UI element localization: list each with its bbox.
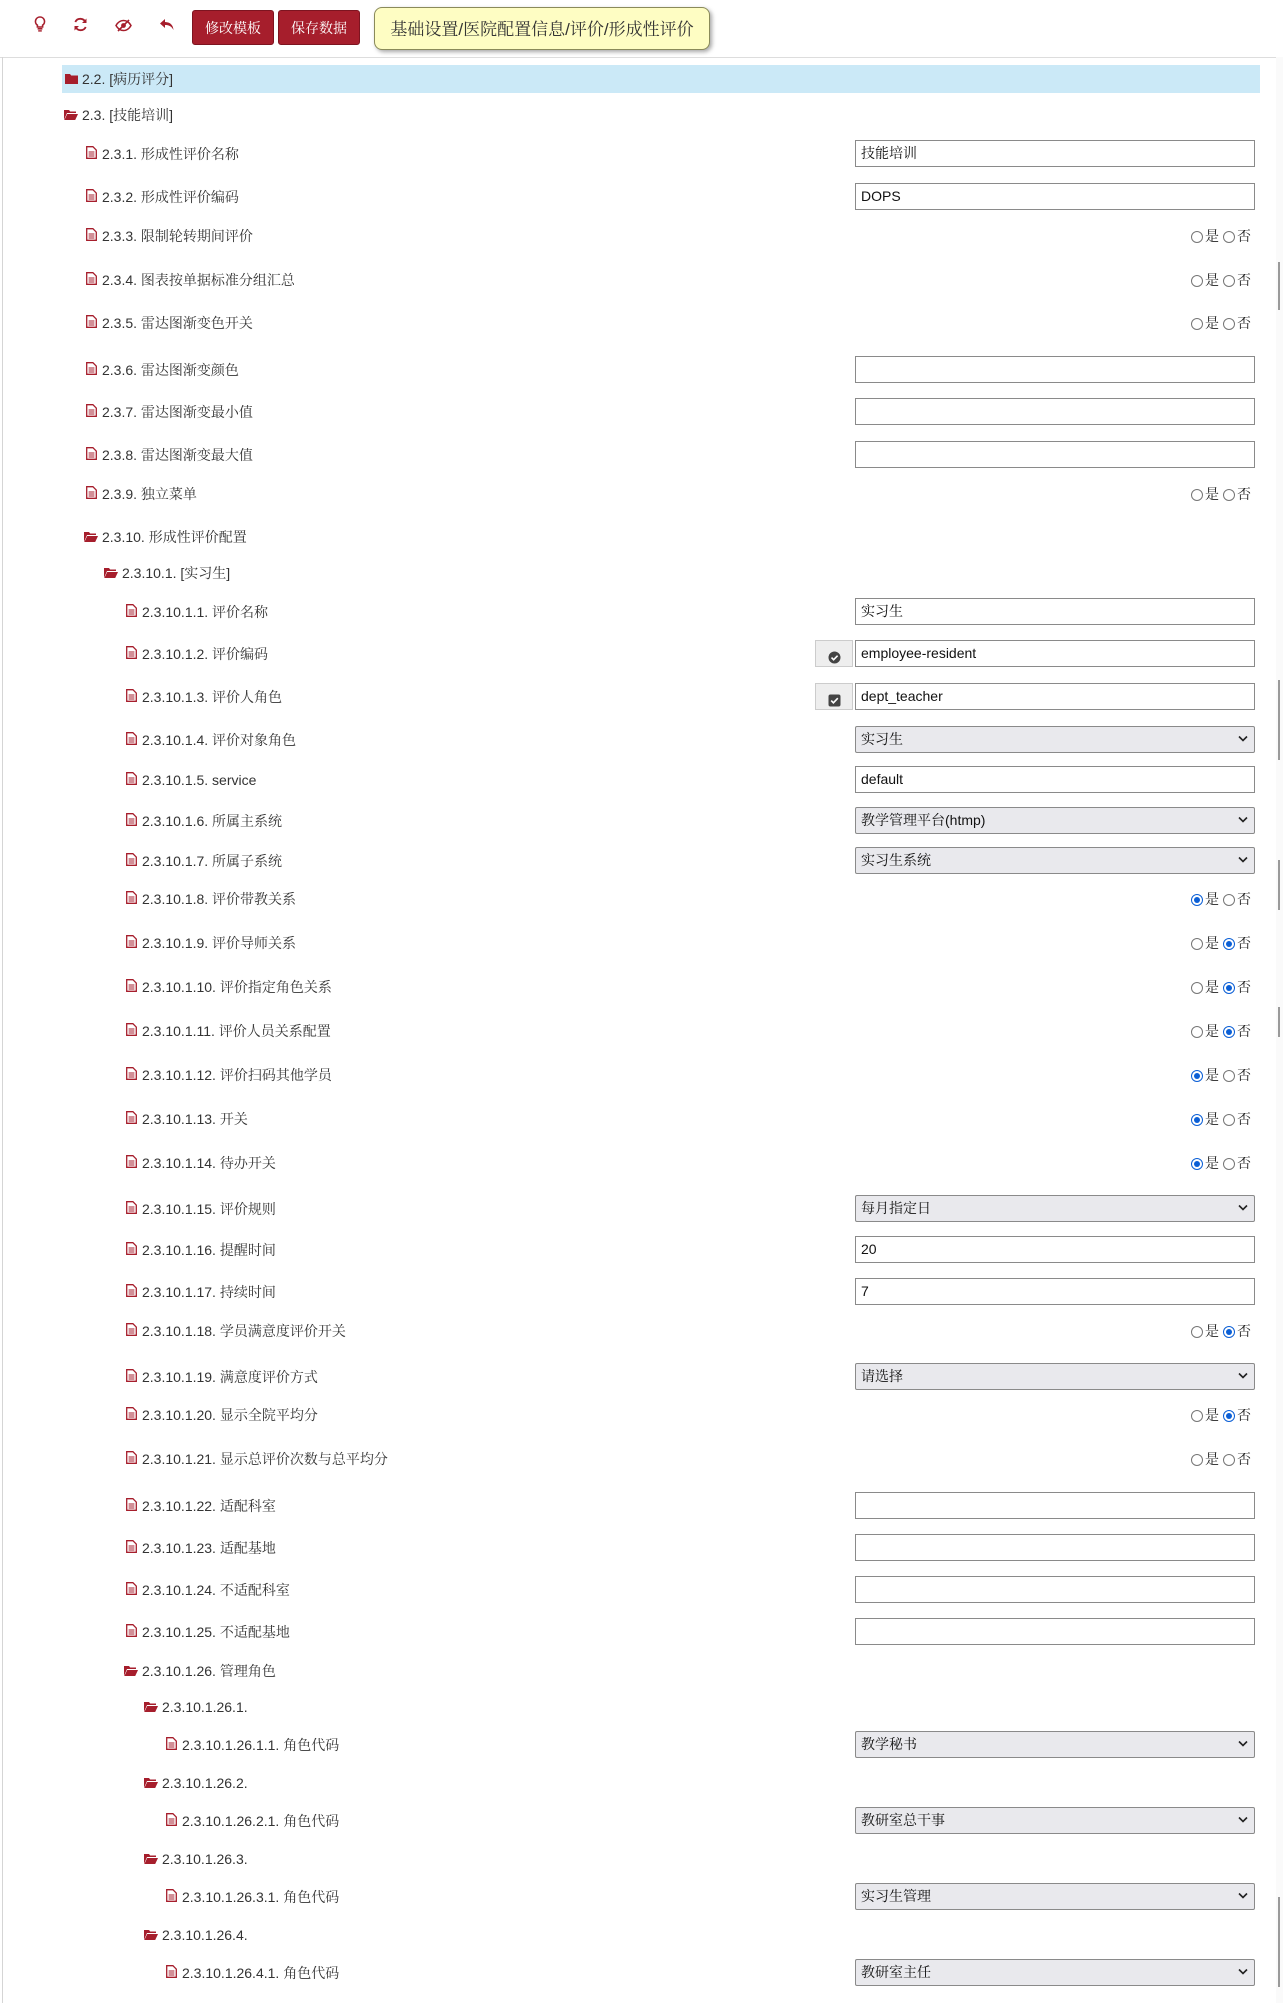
document-icon (84, 357, 98, 385)
tree-field-row (124, 1534, 276, 1562)
tree-field-row (124, 1105, 248, 1133)
tree-field-row (124, 766, 256, 794)
radio-no[interactable] (1223, 231, 1235, 243)
scrollbar[interactable] (1276, 57, 1283, 2003)
folder-open-icon[interactable] (124, 1658, 138, 1686)
radio-label-no[interactable]: 否 (1237, 272, 1251, 288)
text-input[interactable]: employee-resident (855, 640, 1255, 667)
scrollbar-thumb (1278, 680, 1280, 760)
tree-node-label[interactable]: 2.2. [病历评分] (82, 71, 174, 87)
radio-label-no[interactable]: 否 (1237, 1155, 1251, 1171)
tree-node-label: 2.3.10.1.23. 适配基地 (142, 1540, 276, 1556)
radio-label-no[interactable]: 否 (1237, 1067, 1251, 1083)
yes-no-radio-group (1191, 1405, 1255, 1425)
radio-label-no[interactable]: 否 (1237, 1111, 1251, 1127)
tree-field-row (84, 266, 295, 294)
text-input[interactable] (855, 441, 1255, 468)
chevron-down-icon (1238, 1884, 1248, 1909)
yes-no-radio-group (1191, 313, 1255, 333)
tree-field-row (124, 847, 282, 875)
tree-field-row (124, 726, 296, 754)
yes-no-radio-group (1191, 933, 1255, 953)
radio-label-yes[interactable]: 是 (1205, 486, 1219, 502)
select-dropdown[interactable] (855, 1883, 1255, 1910)
document-icon (84, 399, 98, 427)
tree-node-label: 2.3.10.1.8. 评价带教关系 (142, 891, 297, 907)
radio-no[interactable] (1223, 894, 1235, 906)
chevron-down-icon (1238, 727, 1248, 752)
tree-field-row (124, 1576, 290, 1604)
text-input[interactable] (855, 1576, 1255, 1603)
document-icon (124, 1150, 138, 1178)
yes-no-radio-group (1191, 1021, 1255, 1041)
tree-node-label: 2.3.10.1.24. 不适配科室 (142, 1582, 290, 1598)
radio-yes[interactable] (1191, 231, 1203, 243)
config-tree (0, 57, 1283, 2003)
document-icon (124, 1364, 138, 1392)
radio-label-yes[interactable]: 是 (1205, 272, 1219, 288)
radio-label-no[interactable]: 否 (1237, 486, 1251, 502)
select-dropdown[interactable] (855, 1959, 1255, 1986)
select-value: 教学秘书 (861, 1736, 917, 1752)
tree-node-label: 2.3.10.1.5. service (142, 772, 257, 788)
yes-no-radio-group (1191, 484, 1255, 504)
radio-label-yes[interactable]: 是 (1205, 1111, 1219, 1127)
radio-label-no[interactable]: 否 (1237, 1323, 1251, 1339)
tree-field-row (124, 1017, 331, 1045)
tree-field-row (84, 309, 253, 337)
tree-node-label[interactable]: 2.3.10.1.26. 管理角色 (142, 1663, 276, 1679)
radio-no[interactable] (1223, 1410, 1235, 1422)
folder-open-icon[interactable] (64, 102, 78, 130)
radio-label-yes[interactable]: 是 (1205, 1451, 1219, 1467)
tree-folder-row[interactable] (62, 65, 1260, 93)
radio-label-yes[interactable]: 是 (1205, 1067, 1219, 1083)
radio-label-yes[interactable]: 是 (1205, 1323, 1219, 1339)
tree-node-label: 2.3.8. 雷达图渐变最大值 (102, 447, 253, 463)
tree-node-label: 2.3.10.1.2. 评价编码 (142, 646, 269, 662)
document-icon (124, 974, 138, 1002)
radio-label-no[interactable]: 否 (1237, 1023, 1251, 1039)
document-icon (124, 767, 138, 795)
tree-node-label: 2.3.10.1.26.1.1. 角色代码 (182, 1737, 340, 1753)
radio-label-yes[interactable]: 是 (1205, 935, 1219, 951)
chevron-down-icon (1238, 1732, 1248, 1757)
select-dropdown[interactable] (855, 807, 1255, 834)
tree-field-row (164, 1807, 339, 1835)
scrollbar-mark (1278, 1897, 1280, 1987)
tree-node-label: 2.3.10.1.12. 评价扫码其他学员 (142, 1067, 332, 1083)
tree-node-label[interactable]: 2.3.10.1.26.2. (162, 1775, 248, 1791)
tree-node-label: 2.3.10.1.18. 学员满意度评价开关 (142, 1323, 346, 1339)
tree-node-label: 2.3.10.1.19. 满意度评价方式 (142, 1369, 318, 1385)
text-input[interactable]: 技能培训 (855, 140, 1255, 167)
tree-node-label: 2.3.10.1.20. 显示全院平均分 (142, 1407, 318, 1423)
select-value: 实习生系统 (861, 852, 931, 868)
select-value: 教研室主任 (861, 1964, 931, 1980)
tree-node-label: 2.3.10.1.14. 待办开关 (142, 1155, 276, 1171)
document-icon (124, 930, 138, 958)
select-value: 每月指定日 (861, 1200, 931, 1216)
radio-no[interactable] (1223, 489, 1235, 501)
radio-no[interactable] (1223, 1114, 1235, 1126)
yes-no-radio-group (1191, 1153, 1255, 1173)
radio-label-no[interactable]: 否 (1237, 1451, 1251, 1467)
radio-no[interactable] (1223, 982, 1235, 994)
folder-open-icon[interactable] (144, 1922, 158, 1950)
tree-folder-row[interactable] (144, 1921, 248, 1949)
chevron-down-icon (1238, 848, 1248, 873)
tree-node-label: 2.3.2. 形成性评价编码 (102, 189, 239, 205)
select-dropdown[interactable] (855, 1731, 1255, 1758)
radio-no[interactable] (1223, 1326, 1235, 1338)
radio-yes[interactable] (1191, 318, 1203, 330)
tree-node-label: 2.3.10.1.7. 所属子系统 (142, 853, 283, 869)
document-icon (124, 1577, 138, 1605)
bulb-icon[interactable] (27, 15, 53, 41)
tree-node-label: 2.3.5. 雷达图渐变色开关 (102, 315, 253, 331)
select-dropdown[interactable] (855, 726, 1255, 753)
text-input[interactable] (855, 356, 1255, 383)
radio-no[interactable] (1223, 275, 1235, 287)
tree-node-label: 2.3.10.1.4. 评价对象角色 (142, 732, 297, 748)
tree-field-row (124, 1492, 276, 1520)
tree-node-label: 2.3.10.1.10. 评价指定角色关系 (142, 979, 332, 995)
tree-field-row (84, 398, 253, 426)
document-icon (124, 1279, 138, 1307)
tree-field-row (124, 1061, 332, 1089)
radio-label-yes[interactable]: 是 (1205, 979, 1219, 995)
scrollbar-mark (1278, 860, 1280, 910)
yes-no-radio-group (1191, 1065, 1255, 1085)
radio-no[interactable] (1223, 1026, 1235, 1038)
document-icon (124, 1196, 138, 1224)
document-icon (124, 1062, 138, 1090)
tree-node-label: 2.3.6. 雷达图渐变颜色 (102, 362, 239, 378)
tree-node-label[interactable]: 2.3.10.1. [实习生] (122, 565, 231, 581)
tree-field-row (124, 973, 332, 1001)
radio-label-yes[interactable]: 是 (1205, 1023, 1219, 1039)
document-icon (124, 1493, 138, 1521)
radio-yes[interactable] (1191, 1026, 1203, 1038)
tree-node-label: 2.3.10.1.26.2.1. 角色代码 (182, 1813, 340, 1829)
text-input[interactable]: DOPS (855, 183, 1255, 210)
document-icon (124, 1318, 138, 1346)
radio-label-no[interactable]: 否 (1237, 935, 1251, 951)
tree-field-row (124, 885, 296, 913)
folder-open-icon[interactable] (144, 1770, 158, 1798)
tree-node-label: 2.3.10.1.17. 持续时间 (142, 1284, 276, 1300)
scrollbar-mark (1278, 1007, 1280, 1037)
toolbar (0, 0, 1283, 58)
radio-no[interactable] (1223, 1454, 1235, 1466)
tree-node-label: 2.3.3. 限制轮转期间评价 (102, 228, 253, 244)
document-icon (164, 1808, 178, 1836)
document-icon (124, 848, 138, 876)
document-icon (124, 1018, 138, 1046)
document-icon (164, 1884, 178, 1912)
radio-yes[interactable] (1191, 489, 1203, 501)
divider (2, 57, 3, 2003)
breadcrumb: 基础设置/医院配置信息/评价/形成性评价 (374, 7, 710, 50)
tree-field-row (124, 640, 268, 668)
radio-no[interactable] (1223, 1158, 1235, 1170)
tree-folder-row[interactable] (144, 1693, 248, 1721)
tree-field-row (164, 1883, 339, 1911)
undo-icon[interactable] (154, 15, 180, 41)
tree-node-label: 2.3.10.1.11. 评价人员关系配置 (142, 1023, 331, 1039)
tree-field-row (124, 1317, 346, 1345)
tree-node-label: 2.3.9. 独立菜单 (102, 486, 197, 502)
tree-folder-row[interactable] (144, 1845, 248, 1873)
radio-yes[interactable] (1191, 1410, 1203, 1422)
select-value: 教学管理平台(htmp) (861, 812, 986, 828)
tree-node-label: 2.3.10.1.16. 提醒时间 (142, 1242, 276, 1258)
document-icon (84, 442, 98, 470)
tree-node-label[interactable]: 2.3.10.1.26.3. (162, 1851, 248, 1867)
select-dropdown[interactable] (855, 1195, 1255, 1222)
tree-node-label: 2.3.10.1.25. 不适配基地 (142, 1624, 290, 1640)
document-icon (124, 1106, 138, 1134)
tree-node-label: 2.3.10.1.13. 开关 (142, 1111, 248, 1127)
tree-node-label[interactable]: 2.3.10.1.26.4. (162, 1927, 248, 1943)
save-data-button[interactable]: 保存数据 (278, 10, 360, 45)
refresh-icon[interactable] (67, 15, 93, 41)
radio-no[interactable] (1223, 938, 1235, 950)
radio-no[interactable] (1223, 318, 1235, 330)
radio-label-yes[interactable]: 是 (1205, 1155, 1219, 1171)
radio-yes[interactable] (1191, 275, 1203, 287)
tree-node-label: 2.3.10.1.22. 适配科室 (142, 1498, 276, 1514)
chevron-down-icon (1238, 1196, 1248, 1221)
tree-field-row (124, 1195, 276, 1223)
radio-yes[interactable] (1191, 1454, 1203, 1466)
document-icon (124, 1446, 138, 1474)
scrollbar-mark (1278, 262, 1280, 310)
tree-node-label: 2.3.4. 图表按单据标准分组汇总 (102, 272, 295, 288)
select-dropdown[interactable] (855, 847, 1255, 874)
radio-label-no[interactable]: 否 (1237, 979, 1251, 995)
select-value: 实习生 (861, 731, 903, 747)
radio-label-yes[interactable]: 是 (1205, 891, 1219, 907)
tree-field-row (124, 1236, 276, 1264)
tree-node-label: 2.3.7. 雷达图渐变最小值 (102, 404, 253, 420)
document-icon (164, 1960, 178, 1988)
yes-no-radio-group (1191, 889, 1255, 909)
document-icon (84, 481, 98, 509)
text-input[interactable]: default (855, 766, 1255, 793)
folder-open-icon[interactable] (144, 1694, 158, 1722)
radio-yes[interactable] (1191, 982, 1203, 994)
tree-node-label: 2.3.10.1.1. 评价名称 (142, 604, 269, 620)
tree-field-row (124, 683, 282, 711)
radio-label-yes[interactable]: 是 (1205, 228, 1219, 244)
tree-field-row (124, 1401, 318, 1429)
yes-no-radio-group (1191, 1109, 1255, 1129)
tree-field-row (124, 929, 296, 957)
edit-template-button[interactable]: 修改模板 (192, 10, 274, 45)
select-dropdown[interactable] (855, 1363, 1255, 1390)
tree-node-label[interactable]: 2.3.10.1.26.1. (162, 1699, 248, 1715)
select-value: 教研室总干事 (861, 1812, 945, 1828)
text-input[interactable]: 实习生 (855, 598, 1255, 625)
tree-node-label[interactable]: 2.3. [技能培训] (82, 107, 174, 123)
tree-field-row (124, 598, 268, 626)
tree-field-row (164, 1731, 339, 1759)
radio-label-no[interactable]: 否 (1237, 891, 1251, 907)
tree-field-row (84, 356, 239, 384)
tree-field-row (124, 1445, 388, 1473)
folder-open-icon[interactable] (104, 560, 118, 588)
hide-icon[interactable] (110, 15, 136, 41)
tree-field-row (124, 1618, 290, 1646)
document-icon (84, 184, 98, 212)
radio-no[interactable] (1223, 1070, 1235, 1082)
tree-folder-row[interactable] (144, 1769, 248, 1797)
document-icon (124, 1619, 138, 1647)
tree-field-row (124, 1149, 276, 1177)
tree-field-row (84, 140, 239, 168)
document-icon (124, 1402, 138, 1430)
document-icon (124, 1535, 138, 1563)
document-icon (124, 641, 138, 669)
yes-no-radio-group (1191, 1449, 1255, 1469)
tree-field-row (124, 1363, 318, 1391)
select-value: 请选择 (861, 1368, 903, 1384)
text-input[interactable] (855, 398, 1255, 425)
radio-yes[interactable] (1191, 1326, 1203, 1338)
text-input[interactable] (855, 1618, 1255, 1645)
tree-node-label[interactable]: 2.3.10. 形成性评价配置 (102, 529, 247, 545)
tree-node-label: 2.3.10.1.21. 显示总评价次数与总平均分 (142, 1451, 388, 1467)
tree-node-label: 2.3.10.1.26.3.1. 角色代码 (182, 1889, 340, 1905)
check-square-icon[interactable] (815, 683, 853, 710)
text-input[interactable] (855, 1492, 1255, 1519)
document-icon (84, 141, 98, 169)
document-icon (84, 310, 98, 338)
radio-label-no[interactable]: 否 (1237, 228, 1251, 244)
radio-label-no[interactable]: 否 (1237, 1407, 1251, 1423)
tree-field-row (164, 1959, 339, 1987)
tree-field-row (124, 807, 282, 835)
document-icon (164, 1732, 178, 1760)
folder-open-icon[interactable] (144, 1846, 158, 1874)
folder-open-icon[interactable] (84, 524, 98, 552)
radio-label-no[interactable]: 否 (1237, 315, 1251, 331)
check-circle-icon[interactable] (815, 640, 853, 667)
text-input[interactable]: 7 (855, 1278, 1255, 1305)
yes-no-radio-group (1191, 226, 1255, 246)
text-input[interactable]: dept_teacher (855, 683, 1255, 710)
document-icon (124, 684, 138, 712)
document-icon (124, 1237, 138, 1265)
document-icon (124, 599, 138, 627)
document-icon (124, 808, 138, 836)
tree-field-row (124, 1278, 276, 1306)
radio-yes[interactable] (1191, 1158, 1203, 1170)
radio-label-yes[interactable]: 是 (1205, 1407, 1219, 1423)
tree-folder-row[interactable] (84, 523, 247, 551)
radio-yes[interactable] (1191, 1070, 1203, 1082)
tree-node-label: 2.3.10.1.9. 评价导师关系 (142, 935, 297, 951)
radio-yes[interactable] (1191, 1114, 1203, 1126)
tree-node-label: 2.3.10.1.26.4.1. 角色代码 (182, 1965, 340, 1981)
document-icon (124, 727, 138, 755)
tree-field-row (84, 441, 253, 469)
text-input[interactable] (855, 1534, 1255, 1561)
yes-no-radio-group (1191, 270, 1255, 290)
chevron-down-icon (1238, 1364, 1248, 1389)
radio-yes[interactable] (1191, 894, 1203, 906)
tree-node-label: 2.3.10.1.15. 评价规则 (142, 1201, 276, 1217)
document-icon (84, 267, 98, 295)
tree-node-label: 2.3.10.1.3. 评价人角色 (142, 689, 283, 705)
document-icon (84, 223, 98, 251)
chevron-down-icon (1238, 1960, 1248, 1985)
chevron-down-icon (1238, 1808, 1248, 1833)
tree-node-label: 2.3.1. 形成性评价名称 (102, 146, 239, 162)
tree-field-row (84, 183, 239, 211)
tree-node-label: 2.3.10.1.6. 所属主系统 (142, 813, 283, 829)
select-value: 实习生管理 (861, 1888, 931, 1904)
tree-folder-row[interactable] (104, 559, 230, 587)
chevron-down-icon (1238, 808, 1248, 833)
tree-folder-row[interactable] (124, 1657, 276, 1685)
tree-field-row (84, 480, 197, 508)
folder-icon[interactable] (64, 66, 78, 94)
text-input[interactable]: 20 (855, 1236, 1255, 1263)
tree-field-row (84, 222, 253, 250)
radio-label-yes[interactable]: 是 (1205, 315, 1219, 331)
document-icon (124, 886, 138, 914)
yes-no-radio-group (1191, 1321, 1255, 1341)
tree-folder-row[interactable] (64, 101, 173, 129)
select-dropdown[interactable] (855, 1807, 1255, 1834)
yes-no-radio-group (1191, 977, 1255, 997)
radio-yes[interactable] (1191, 938, 1203, 950)
